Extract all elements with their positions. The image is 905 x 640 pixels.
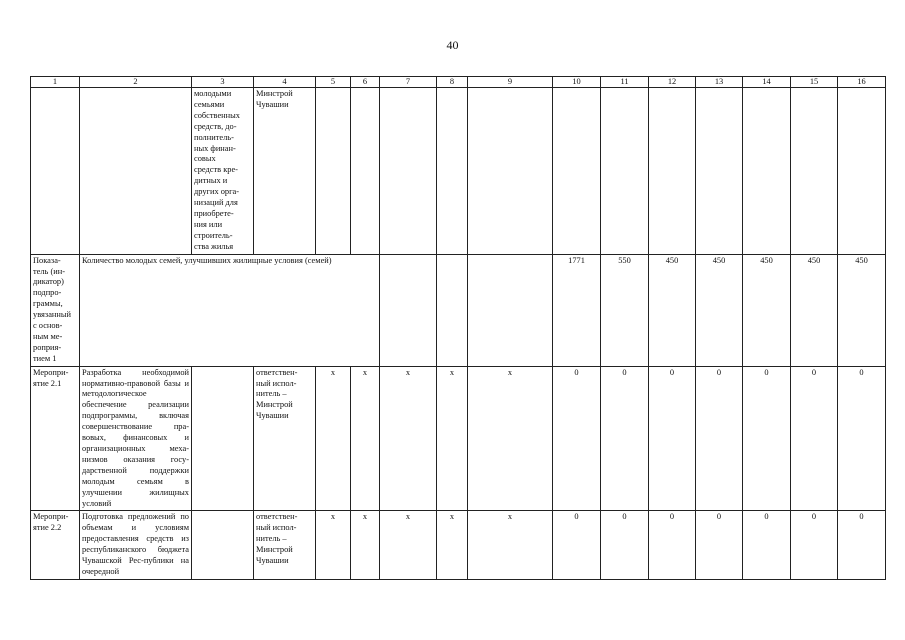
row-label-cell: Меропри- ятие 2.1 <box>31 366 80 511</box>
column-number: 5 <box>316 77 351 88</box>
mark-cell: x <box>316 366 351 511</box>
mark-cell: x <box>468 366 553 511</box>
value-cell: 0 <box>838 366 886 511</box>
value-cell: 0 <box>553 511 601 579</box>
mark-cell: x <box>316 511 351 579</box>
value-cell: 450 <box>838 254 886 366</box>
column-number: 1 <box>31 77 80 88</box>
page-number: 40 <box>446 38 459 52</box>
executor-cell: ответствен- ный испол- нитель – Минстрой Чувашии <box>254 366 316 511</box>
table-row <box>31 511 886 579</box>
value-cell: 0 <box>696 511 743 579</box>
mark-cell: x <box>380 511 437 579</box>
value-cell: 0 <box>838 511 886 579</box>
mark-cell: x <box>351 511 380 579</box>
row-label-cell: Меропри- ятие 2.2 <box>31 511 80 579</box>
table-row <box>31 254 886 366</box>
column-number: 11 <box>601 77 649 88</box>
column-number: 2 <box>80 77 192 88</box>
column-number: 4 <box>254 77 316 88</box>
value-cell: 0 <box>791 511 838 579</box>
row-label-cell: Показа- тель (ин- дикатор) подпро- граммы, увязанный с основ- ным ме- роприя- тием 1 <box>31 254 80 366</box>
measure-description-cell: Разработка необходимой нормативно-правовой базы и методологическое обеспечение реализации подпрограммы, включая совершенствование пра-вовых, финансовых и организационных меха-низмов оказания госу-дарственной поддержки молодым семьям в улучшении жилищных условий <box>80 366 192 511</box>
column-number: 15 <box>791 77 838 88</box>
column-number: 8 <box>437 77 468 88</box>
indicator-description-cell: Количество молодых семей, улучшивших жилищные условия (семей) <box>80 254 380 366</box>
table-header-row <box>31 77 886 88</box>
mark-cell: x <box>437 366 468 511</box>
funding-source-cell: молодыми семьями собственных средств, до- полнитель- ных финан- совых средств кре- дитных и других орга- низаций для приобрете- ния или строитель- ства жилья <box>192 88 254 255</box>
program-table <box>30 76 886 580</box>
value-cell: 0 <box>649 511 696 579</box>
column-number: 3 <box>192 77 254 88</box>
value-cell: 450 <box>791 254 838 366</box>
executor-cell: ответствен- ный испол- нитель – Минстрой Чувашии <box>254 511 316 579</box>
value-cell: 0 <box>601 511 649 579</box>
mark-cell: x <box>437 511 468 579</box>
measure-description-cell: Подготовка предложений по объемам и условиям предоставления средств из республиканского бюджета Чувашской Рес-публики на очередной <box>80 511 192 579</box>
value-cell: 0 <box>791 366 838 511</box>
table-row <box>31 366 886 511</box>
value-cell: 450 <box>743 254 791 366</box>
column-number: 6 <box>351 77 380 88</box>
value-cell: 0 <box>553 366 601 511</box>
value-cell: 1771 <box>553 254 601 366</box>
column-number: 10 <box>553 77 601 88</box>
mark-cell: x <box>351 366 380 511</box>
column-number: 12 <box>649 77 696 88</box>
value-cell: 0 <box>743 511 791 579</box>
column-number: 13 <box>696 77 743 88</box>
value-cell: 450 <box>649 254 696 366</box>
table-row <box>31 88 886 255</box>
value-cell: 0 <box>743 366 791 511</box>
value-cell: 0 <box>696 366 743 511</box>
column-number: 9 <box>468 77 553 88</box>
mark-cell: x <box>468 511 553 579</box>
value-cell: 0 <box>649 366 696 511</box>
column-number: 7 <box>380 77 437 88</box>
executor-cell: Минстрой Чувашии <box>254 88 316 255</box>
value-cell: 450 <box>696 254 743 366</box>
column-number: 16 <box>838 77 886 88</box>
value-cell: 550 <box>601 254 649 366</box>
mark-cell: x <box>380 366 437 511</box>
column-number: 14 <box>743 77 791 88</box>
value-cell: 0 <box>601 366 649 511</box>
